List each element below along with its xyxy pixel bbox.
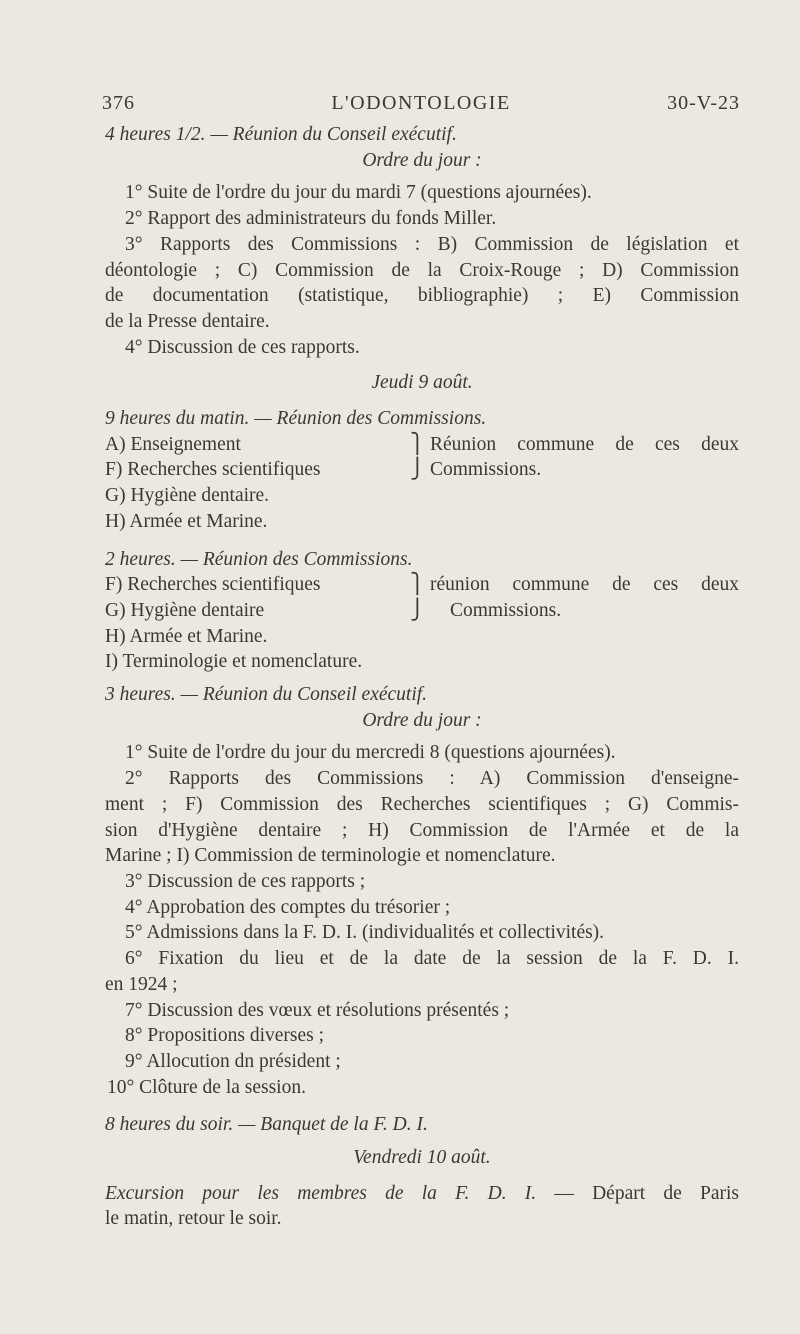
- agenda-line: 3° Discussion de ces rapports ;: [125, 870, 366, 892]
- commission-row: F) Recherches scientifiques ⎫ réunion commune de ces deux: [105, 574, 739, 596]
- commission-row: A) Enseignement ⎫ Réunion commune de ces deux: [105, 433, 739, 455]
- agenda-line: 9° Allocution dn président ;: [125, 1050, 341, 1072]
- day-heading: Vendredi 10 août.: [353, 1147, 491, 1169]
- agenda-line: en 1924 ;: [105, 973, 178, 995]
- agenda-line: 10° Clôture de la session.: [107, 1076, 306, 1098]
- commission-row: I) Terminologie et nomenclature.: [105, 651, 363, 673]
- day-heading: Jeudi 9 août.: [371, 372, 473, 394]
- agenda-line: 1° Suite de l'ordre du jour du mercredi 8 (questions ajournées).: [125, 742, 616, 764]
- session-heading: 2 heures. — Réunion des Commissions.: [105, 548, 413, 570]
- agenda-line: 1° Suite de l'ordre du jour du mardi 7 (questions ajournées).: [125, 182, 592, 204]
- page-body: [105, 122, 739, 1232]
- agenda-title: Ordre du jour :: [362, 149, 482, 171]
- excursion-line: le matin, retour le soir.: [105, 1208, 282, 1230]
- agenda-line: 8° Propositions diverses ;: [125, 1025, 325, 1047]
- commission-row: F) Recherches scientifiques ⎭ Commissions.: [105, 459, 542, 481]
- agenda-line: 3° Rapports des Commissions : B) Commission de législation et: [125, 233, 739, 255]
- agenda-line: sion d'Hygiène dentaire ; H) Commission de l'Armée et de la: [105, 819, 739, 841]
- agenda-line: ment ; F) Commission des Recherches scientifiques ; G) Commis-: [105, 793, 739, 815]
- running-header: [102, 92, 740, 122]
- agenda-title: Ordre du jour :: [362, 709, 482, 731]
- commission-row: G) Hygiène dentaire ⎭ Commissions.: [105, 599, 562, 621]
- agenda-line: 2° Rapport des administrateurs du fonds Miller.: [125, 208, 497, 230]
- agenda-line: 7° Discussion des vœux et résolutions présentés ;: [125, 999, 510, 1021]
- agenda-line: déontologie ; C) Commission de la Croix-Rouge ; D) Commission: [105, 259, 739, 281]
- session-heading: 9 heures du matin. — Réunion des Commissions.: [105, 408, 487, 430]
- page-number: 376: [102, 92, 135, 114]
- agenda-line: 5° Admissions dans la F. D. I. (individualités et collectivités).: [125, 922, 605, 944]
- commission-row: G) Hygiène dentaire.: [105, 485, 270, 507]
- session-heading: 3 heures. — Réunion du Conseil exécutif.: [105, 684, 428, 706]
- commission-row: H) Armée et Marine.: [105, 510, 268, 532]
- agenda-line: Marine ; I) Commission de terminologie et nomenclature.: [105, 845, 556, 867]
- journal-title: L'ODONTOLOGIE: [331, 92, 511, 114]
- agenda-line: 4° Discussion de ces rapports.: [125, 336, 360, 358]
- evening-event: 8 heures du soir. — Banquet de la F. D. I.: [105, 1114, 428, 1136]
- excursion-line: Excursion pour les membres de la F. D. I. — Départ de Paris: [105, 1182, 739, 1204]
- agenda-line: 6° Fixation du lieu et de la date de la session de la F. D. I.: [125, 948, 739, 970]
- agenda-line: de la Presse dentaire.: [105, 310, 270, 332]
- agenda-line: 2° Rapports des Commissions : A) Commission d'enseigne-: [125, 768, 739, 790]
- section-heading: 4 heures 1/2. — Réunion du Conseil exécutif.: [105, 124, 457, 145]
- agenda-line: 4° Approbation des comptes du trésorier ;: [125, 896, 451, 918]
- issue-date: 30-V-23: [667, 92, 740, 114]
- commission-row: H) Armée et Marine.: [105, 625, 268, 647]
- agenda-line: de documentation (statistique, bibliographie) ; E) Commission: [105, 285, 739, 307]
